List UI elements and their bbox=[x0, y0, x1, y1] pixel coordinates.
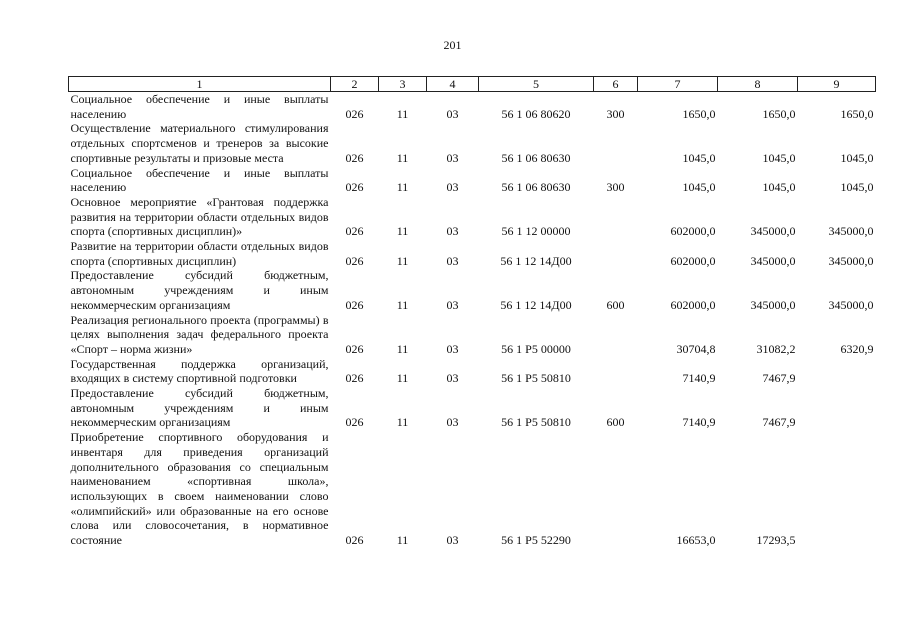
row-description: Основное мероприятие «Грантовая поддержка развития на территории области отдельных видов спорта (спортивных дисциплин)» bbox=[70, 194, 329, 239]
ministry-code: 026 bbox=[345, 297, 364, 312]
expense-type-code bbox=[594, 239, 638, 268]
section-code: 11 bbox=[396, 180, 409, 195]
amount-col-7: 1045,0 bbox=[682, 150, 716, 165]
expense-type-code bbox=[594, 430, 638, 548]
table-row bbox=[69, 195, 876, 239]
target-article-code: 56 1 06 80630 bbox=[501, 180, 571, 195]
amount-col-8: 1045,0 bbox=[762, 150, 796, 165]
expense-type-code: 600 bbox=[606, 297, 625, 312]
amount-col-9: 1650,0 bbox=[840, 106, 874, 121]
amount-col-7: 30704,8 bbox=[676, 341, 716, 356]
section-code: 11 bbox=[396, 253, 409, 268]
section-code: 11 bbox=[396, 150, 409, 165]
row-description: Развитие на территории области отдельных видов спорта (спортивных дисциплин) bbox=[70, 239, 329, 268]
ministry-code: 026 bbox=[345, 415, 364, 430]
amount-col-8: 7467,9 bbox=[762, 371, 796, 386]
header-cell-1: 1 bbox=[69, 77, 331, 92]
amount-col-8: 345000,0 bbox=[750, 253, 796, 268]
expense-type-code: 600 bbox=[606, 415, 625, 430]
row-description: Реализация регионального проекта (программы) в целях выполнения задач федерального проекта «Спорт – норма жизни» bbox=[70, 312, 329, 356]
section-code: 11 bbox=[396, 106, 409, 121]
amount-col-8: 345000,0 bbox=[750, 224, 796, 239]
row-description: Предоставление субсидий бюджетным, автономным учреждениям и иным некоммерческим организациям bbox=[70, 268, 329, 312]
amount-col-9: 6320,9 bbox=[840, 341, 874, 356]
amount-col-7: 1045,0 bbox=[682, 180, 716, 195]
target-article-code: 56 1 Р5 50810 bbox=[501, 371, 571, 386]
header-cell-6: 6 bbox=[594, 77, 638, 92]
section-code: 11 bbox=[396, 533, 409, 548]
section-code: 11 bbox=[396, 297, 409, 312]
amount-col-8: 17293,5 bbox=[756, 533, 796, 548]
expense-type-code bbox=[594, 195, 638, 239]
budget-table bbox=[68, 76, 876, 548]
table-row bbox=[69, 268, 876, 312]
subsection-code: 03 bbox=[446, 297, 459, 312]
amount-col-8: 1650,0 bbox=[762, 106, 796, 121]
amount-col-9: 345000,0 bbox=[828, 253, 874, 268]
ministry-code: 026 bbox=[345, 224, 364, 239]
target-article-code: 56 1 06 80630 bbox=[501, 150, 571, 165]
header-cell-3: 3 bbox=[379, 77, 427, 92]
amount-col-9: 1045,0 bbox=[840, 180, 874, 195]
table-row bbox=[69, 121, 876, 165]
amount-col-7: 7140,9 bbox=[682, 371, 716, 386]
expense-type-code bbox=[594, 313, 638, 357]
header-cell-4: 4 bbox=[427, 77, 479, 92]
target-article-code: 56 1 Р5 52290 bbox=[501, 533, 571, 548]
ministry-code: 026 bbox=[345, 341, 364, 356]
header-row bbox=[69, 77, 876, 92]
header-cell-9: 9 bbox=[798, 77, 876, 92]
target-article-code: 56 1 Р5 00000 bbox=[501, 341, 571, 356]
table-row bbox=[69, 386, 876, 430]
amount-col-7: 602000,0 bbox=[670, 253, 716, 268]
page-number: 201 bbox=[443, 38, 462, 52]
table-row bbox=[69, 313, 876, 357]
amount-col-9 bbox=[798, 357, 876, 386]
subsection-code: 03 bbox=[446, 106, 459, 121]
amount-col-9: 345000,0 bbox=[828, 224, 874, 239]
row-description: Социальное обеспечение и иные выплаты населению bbox=[70, 165, 329, 195]
header-cell-8: 8 bbox=[718, 77, 798, 92]
ministry-code: 026 bbox=[345, 180, 364, 195]
target-article-code: 56 1 12 14Д00 bbox=[500, 253, 572, 268]
ministry-code: 026 bbox=[345, 150, 364, 165]
header-cell-5: 5 bbox=[479, 77, 594, 92]
table-header bbox=[69, 77, 876, 92]
amount-col-7: 1650,0 bbox=[682, 106, 716, 121]
amount-col-7: 602000,0 bbox=[670, 224, 716, 239]
amount-col-7: 16653,0 bbox=[676, 533, 716, 548]
table-row bbox=[69, 92, 876, 122]
amount-col-7: 602000,0 bbox=[670, 297, 716, 312]
table-row bbox=[69, 430, 876, 548]
row-description: Приобретение спортивного оборудования и инвентаря для приведения организаций дополнительного образования со специальным наименованием «спортивная школа», использующих в своем наименовании слово «олимпийский» или образованные на его основе слова или словосочетания, в нормативное состояние bbox=[70, 430, 329, 548]
subsection-code: 03 bbox=[446, 150, 459, 165]
amount-col-8: 345000,0 bbox=[750, 297, 796, 312]
subsection-code: 03 bbox=[446, 253, 459, 268]
subsection-code: 03 bbox=[446, 341, 459, 356]
target-article-code: 56 1 06 80620 bbox=[501, 106, 571, 121]
subsection-code: 03 bbox=[446, 180, 459, 195]
header-cell-7: 7 bbox=[638, 77, 718, 92]
amount-col-9 bbox=[798, 430, 876, 548]
row-description: Государственная поддержка организаций, входящих в систему спортивной подготовки bbox=[70, 356, 329, 386]
subsection-code: 03 bbox=[446, 415, 459, 430]
amount-col-8: 7467,9 bbox=[762, 415, 796, 430]
expense-type-code: 300 bbox=[606, 106, 625, 121]
amount-col-9: 345000,0 bbox=[828, 297, 874, 312]
section-code: 11 bbox=[396, 341, 409, 356]
target-article-code: 56 1 12 14Д00 bbox=[500, 297, 572, 312]
target-article-code: 56 1 12 00000 bbox=[501, 224, 571, 239]
amount-col-9 bbox=[798, 386, 876, 430]
amount-col-8: 1045,0 bbox=[762, 180, 796, 195]
row-description: Социальное обеспечение и иные выплаты населению bbox=[70, 92, 329, 121]
table-row bbox=[69, 357, 876, 386]
row-description: Предоставление субсидий бюджетным, автономным учреждениям и иным некоммерческим организациям bbox=[70, 386, 329, 430]
row-description: Осуществление материального стимулирования отдельных спортсменов и тренеров за высокие спортивные результаты и призовые места bbox=[70, 121, 329, 165]
section-code: 11 bbox=[396, 371, 409, 386]
amount-col-8: 31082,2 bbox=[756, 341, 796, 356]
expense-type-code: 300 bbox=[606, 180, 625, 195]
table-row bbox=[69, 239, 876, 268]
section-code: 11 bbox=[396, 224, 409, 239]
ministry-code: 026 bbox=[345, 253, 364, 268]
expense-type-code bbox=[594, 357, 638, 386]
ministry-code: 026 bbox=[345, 533, 364, 548]
amount-col-9: 1045,0 bbox=[840, 150, 874, 165]
ministry-code: 026 bbox=[345, 371, 364, 386]
table-body bbox=[69, 92, 876, 548]
amount-col-7: 7140,9 bbox=[682, 415, 716, 430]
subsection-code: 03 bbox=[446, 371, 459, 386]
subsection-code: 03 bbox=[446, 224, 459, 239]
section-code: 11 bbox=[396, 415, 409, 430]
table-row bbox=[69, 166, 876, 195]
target-article-code: 56 1 Р5 50810 bbox=[501, 415, 571, 430]
header-cell-2: 2 bbox=[331, 77, 379, 92]
expense-type-code bbox=[594, 121, 638, 165]
subsection-code: 03 bbox=[446, 533, 459, 548]
ministry-code: 026 bbox=[345, 106, 364, 121]
